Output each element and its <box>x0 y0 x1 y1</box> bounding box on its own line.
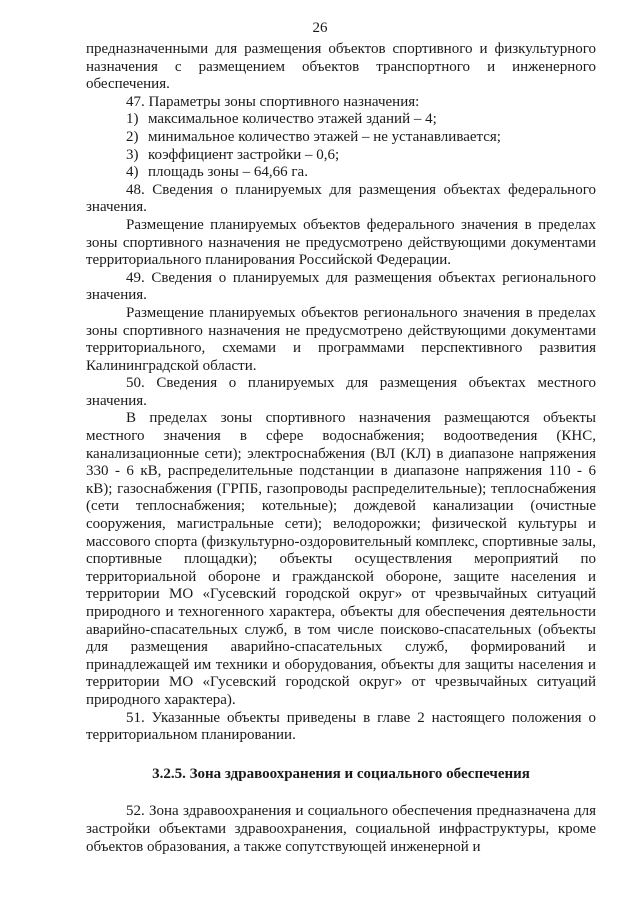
paragraph-50: 50. Сведения о планируемых для размещения объектах местного значения. <box>86 375 596 409</box>
paragraph-48: 48. Сведения о планируемых для размещения объектах федерального значения. <box>86 181 596 216</box>
paragraph-regional: Размещение планируемых объектов регионального значения в пределах зоны спортивного назначения не предусмотрено действующими документами территориального, схемами и программами перспективного развития Калининградской области. <box>86 304 596 374</box>
section-heading: 3.2.5. Зона здравоохранения и социального обеспечения <box>152 765 530 782</box>
page-number: 26 <box>312 20 328 36</box>
list-number: 4) <box>126 164 139 181</box>
list-item <box>86 164 596 182</box>
list-text: максимальное количество этажей зданий – 4; <box>148 111 437 128</box>
list-text: площадь зоны – 64,66 га. <box>148 164 308 181</box>
list-number: 2) <box>126 128 139 145</box>
paragraph-51: 51. Указанные объекты приведены в главе 2 настоящего положения о территориальном планировании. <box>86 709 596 744</box>
list-number: 1) <box>126 111 139 128</box>
list-text: коэффициент застройки – 0,6; <box>148 146 340 163</box>
paragraph-52: 52. Зона здравоохранения и социального обеспечения предназначена для застройки объектами здравоохранения, социальной инфраструктуры, кроме объектов образования, а также сопутствующей инженерной и <box>86 803 596 855</box>
paragraph-47: 47. Параметры зоны спортивного назначения: <box>126 93 420 110</box>
paragraph-49: 49. Сведения о планируемых для размещения объектах регионального значения. <box>86 269 596 304</box>
paragraph-federal: Размещение планируемых объектов федерального значения в пределах зоны спортивного назначения не предусмотрено действующими документами территориального планирования Российской Федерации. <box>86 216 596 269</box>
paragraph-local: В пределах зоны спортивного назначения размещаются объекты местного значения в сфере водоснабжения; водоотведения (КНС, канализационные сети); электроснабжения (ВЛ (КЛ) в диапазоне напряжения 330 - 6 кВ, распределительные подстанции в диапазоне напряжения 110 - 6 кВ); газоснабжения (ГРПБ, газопроводы распределительные); теплоснабжения (сети теплоснабжения; котельные); дождевой канализации (очистные сооружения, магистральные сети); велодорожки; физической культуры и массового спорта (физкультурно-оздоровительный комплекс, спортивные залы, спортивные площадки); объекты осуществления мероприятий по территориальной обороне и гражданской обороне, защите населения и территории МО «Гусевский городской округ» от чрезвычайных ситуаций природного и техногенного характера, объекты для обеспечения деятельности аварийно-спасательных служб, в том числе поисково-спасательных (объекты для размещения аварийно-спасательных служб, формирований и принадлежащей им техники и оборудования, объекты для защиты населения и территории МО «Гусевский городской округ» от чрезвычайных ситуаций природного характера). <box>86 410 596 708</box>
list-item <box>86 129 596 147</box>
document-body <box>86 41 596 856</box>
paragraph-continuation: предназначенными для размещения объектов спортивного и физкультурного назначения с размещением объектов транспортного и инженерного обеспечения. <box>86 41 596 93</box>
list-item <box>86 147 596 165</box>
list-number: 3) <box>126 146 139 163</box>
parameters-list <box>86 111 596 181</box>
list-item <box>86 111 596 129</box>
list-text: минимальное количество этажей – не устанавливается; <box>148 128 501 145</box>
